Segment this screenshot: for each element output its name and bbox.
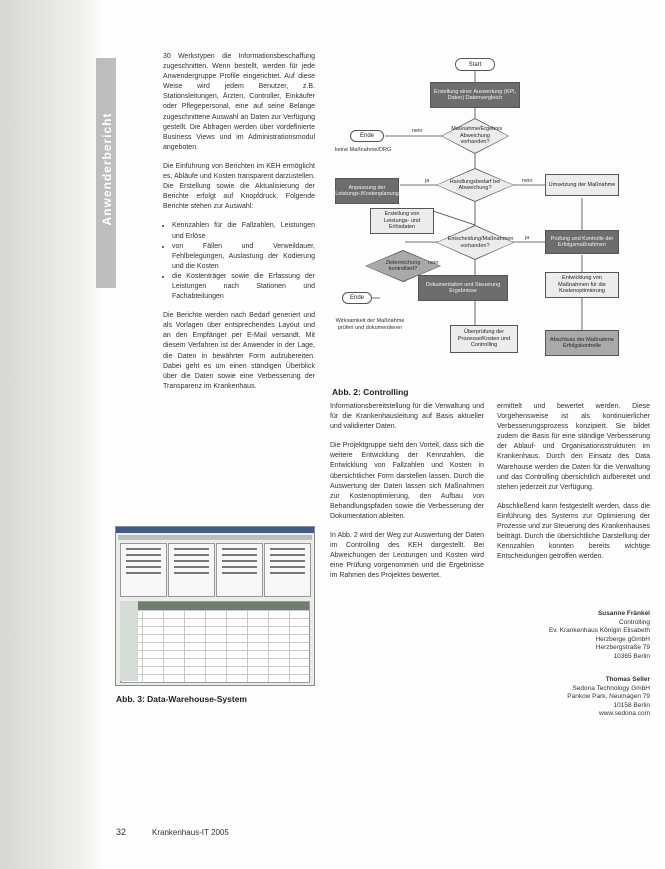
paragraph: Die Einführung von Berichten im KEH ermöglicht es, Abläufe und Kosten transparent darzustellen. Die Erstellung sowie die Aktualisierung der Berichte erfolgt auf Knopfdruck. Folgende Berichte stehen zur Auswahl: (163, 162, 315, 211)
process-box: Überprüfung der Prozesse/Kosten und Controlling (450, 325, 518, 353)
decision-node (441, 118, 509, 154)
process-box: Prüfung und Kontrolle der Erfolgsmaßnahmen (545, 230, 619, 254)
author-line: Pankow Park, Neumagen 79 (567, 693, 650, 700)
process-box: Dokumentation und Steuerung Ergebnisse (418, 275, 508, 301)
branch-label: ja (525, 235, 530, 241)
figure-caption: Abb. 2: Controlling (332, 387, 409, 397)
list-item: • Kennzahlen für die Fallzahlen, Leistungen und Erlöse (172, 221, 315, 241)
branch-label: nein (522, 178, 533, 184)
author-name: Thomas Seller (605, 676, 650, 683)
text-column-3 (497, 402, 650, 571)
author-name: Susanne Fränkel (597, 610, 650, 617)
process-box: Umsetzung der Maßnahme (545, 174, 619, 196)
paragraph: Abschließend kann festgestellt werden, dass die Einführung des Systems zur Optimierung der Prozesse und zur Steuerung des Krankenhauses beiträgt. Durch die übersichtliche Darstellung der Kennzahlen konnten bereits wichtige Entscheidungen getroffen werden. (497, 502, 650, 561)
text-column-2 (330, 402, 484, 591)
author-line: Herzberge gGmbH (595, 635, 650, 643)
controlling-flowchart (330, 50, 650, 380)
process-box: Erstellung von Leistungs- und Erlösdaten (370, 208, 434, 234)
report-panel (168, 543, 215, 597)
magazine-name: Krankenhaus-IT 2005 (152, 828, 229, 837)
window-toolbar (118, 535, 312, 540)
paragraph: Informationsbereitstellung für die Verwaltung und für die Krankenhausleitung auf Basis aktueller und validierter Daten. (330, 403, 484, 431)
decision-label: Handlungsbedarf bei Abweichung? (449, 178, 501, 191)
report-panel (264, 543, 311, 597)
paragraph: 30 Werkstypen die Informationsbeschaffung zugeschnitten. Wenn bestellt, werden für jede Anwendergruppe Profile eingerichtet. Auf diese Weise wird jedem Benutzer, z.B. Stationsleitungen, Ärzten, Controller, Einkäufer oder Pflegepersonal, eine auf seine Belange zugeschnittene Auswahl an Daten zur Verfügung gestellt. Die Abfragen werden über vordefinierte Business Views und im Administrationsmodul angeboten. (163, 53, 315, 151)
author-signature (500, 610, 650, 661)
data-grid (120, 601, 310, 683)
text-column-1 (163, 52, 315, 401)
end-node: Ende (342, 292, 372, 304)
list-item: • von Fällen und Verweildauer, Fehlbelegungen, Auslastung der Kodierung und die Kosten (172, 242, 315, 272)
decision-node (436, 225, 514, 260)
branch-label: nein (428, 260, 439, 266)
report-panel (216, 543, 263, 597)
process-box: Anpassung der Leistungs-/Kostenplanung (335, 178, 399, 204)
bullet-list (163, 221, 315, 302)
paragraph: In Abb. 2 wird der Weg zur Auswertung der Daten im Controlling des KEH dargestellt. Bei Abweichungen der Leistungen und Kosten wird eine Prüfung vorgenommen und die Ergebnisse im Rahmen des Projektes bewertet. (330, 532, 484, 580)
process-box: Abschluss der Maßnahme Erfolgskontrolle (545, 330, 619, 356)
author-signature (500, 676, 650, 719)
process-box: Entwicklung von Maßnahmen für die Kostenoptimierung (545, 272, 619, 298)
author-line: 10158 Berlin (613, 701, 650, 709)
list-item: • die Kostenträger sowie die Erfassung der Leistungen nach Stationen und Fachabteilungen (172, 272, 315, 302)
figure-caption: Abb. 3: Data-Warehouse-System (116, 694, 247, 704)
decision-label: Zielerreichung kontrolliert? (385, 259, 421, 272)
decision-node (436, 168, 514, 202)
data-warehouse-screenshot (115, 526, 315, 686)
paragraph: Die Projektgruppe sieht den Vorteil, dass sich die weitere Entwicklung der Kennzahlen, die Entwicklung von Fallzahlen und Kosten in übersichtlicher Form darstellen lassen. Durch die Auswertung der Daten lassen sich Maßnahmen zur Kostenoptimierung, den Aufbau von Behandlungspfaden sowie die Verbesserung der Dokumentation ableiten. (330, 442, 484, 520)
grid-header (121, 602, 309, 610)
section-tab-label: Anwenderbericht (100, 112, 114, 226)
author-line: Herzbergstraße 79 (595, 644, 650, 651)
branch-label: nein (412, 128, 423, 134)
paragraph: ermittelt und bewertet werden. Diese Vorgehensweise ist als kontinuierlicher Verbesserungsprozess konzipiert. Sie bildet zudem die Basis für eine ständige Verbesserung der Ablauf- und Organisationsstrukturen im Krankenhaus. Durch den Einsatz des Data Warehouse werden die Daten für die Verwaltung und das Controlling übersichtlich aufbereitet und stehen jederzeit zur Verfügung. (497, 403, 650, 491)
author-line: Sedona Technology GmbH (572, 684, 650, 692)
section-tab (96, 58, 116, 288)
end-note: Wirksamkeit der Maßnahme prüfen und dokumentieren (335, 318, 405, 331)
branch-label: ja (425, 178, 430, 184)
decision-label: Maßnahme/Ergebnis Abweichung vorhanden? (451, 126, 503, 146)
page-number: 32 (116, 827, 127, 837)
grid-sidebar (120, 601, 138, 681)
scan-shadow (0, 0, 100, 869)
start-node: Start (455, 58, 495, 71)
window-titlebar (116, 527, 314, 533)
report-panel (120, 543, 167, 597)
paragraph: Die Berichte werden nach Bedarf generiert und als Vorlagen über entsprechendes Layout und an den Empfänger per E-Mail versandt. Mit diesem Verfahren ist der Anwender in der Lage, die Daten in bewährter Form aufzubereiten. Dabei geht es um einen ständigen Überblick über die Daten sowie eine Verbesserung der Transparenz im Krankenhaus. (163, 312, 315, 390)
author-line: Controlling (618, 618, 650, 626)
process-box: Erstellung einer Auswertung (KPI, Daten) Datenvergleich (430, 82, 520, 108)
end-note: keine Maßnahme/DRG (335, 147, 392, 153)
author-line: www.sedona.com (599, 710, 650, 717)
author-line: Ev. Krankenhaus Königin Elisabeth (548, 627, 650, 634)
author-line: 10365 Berlin (613, 652, 650, 660)
decision-label: Entscheidung/Maßnahmen vorhanden? (447, 236, 514, 249)
end-node: Ende (350, 130, 384, 142)
